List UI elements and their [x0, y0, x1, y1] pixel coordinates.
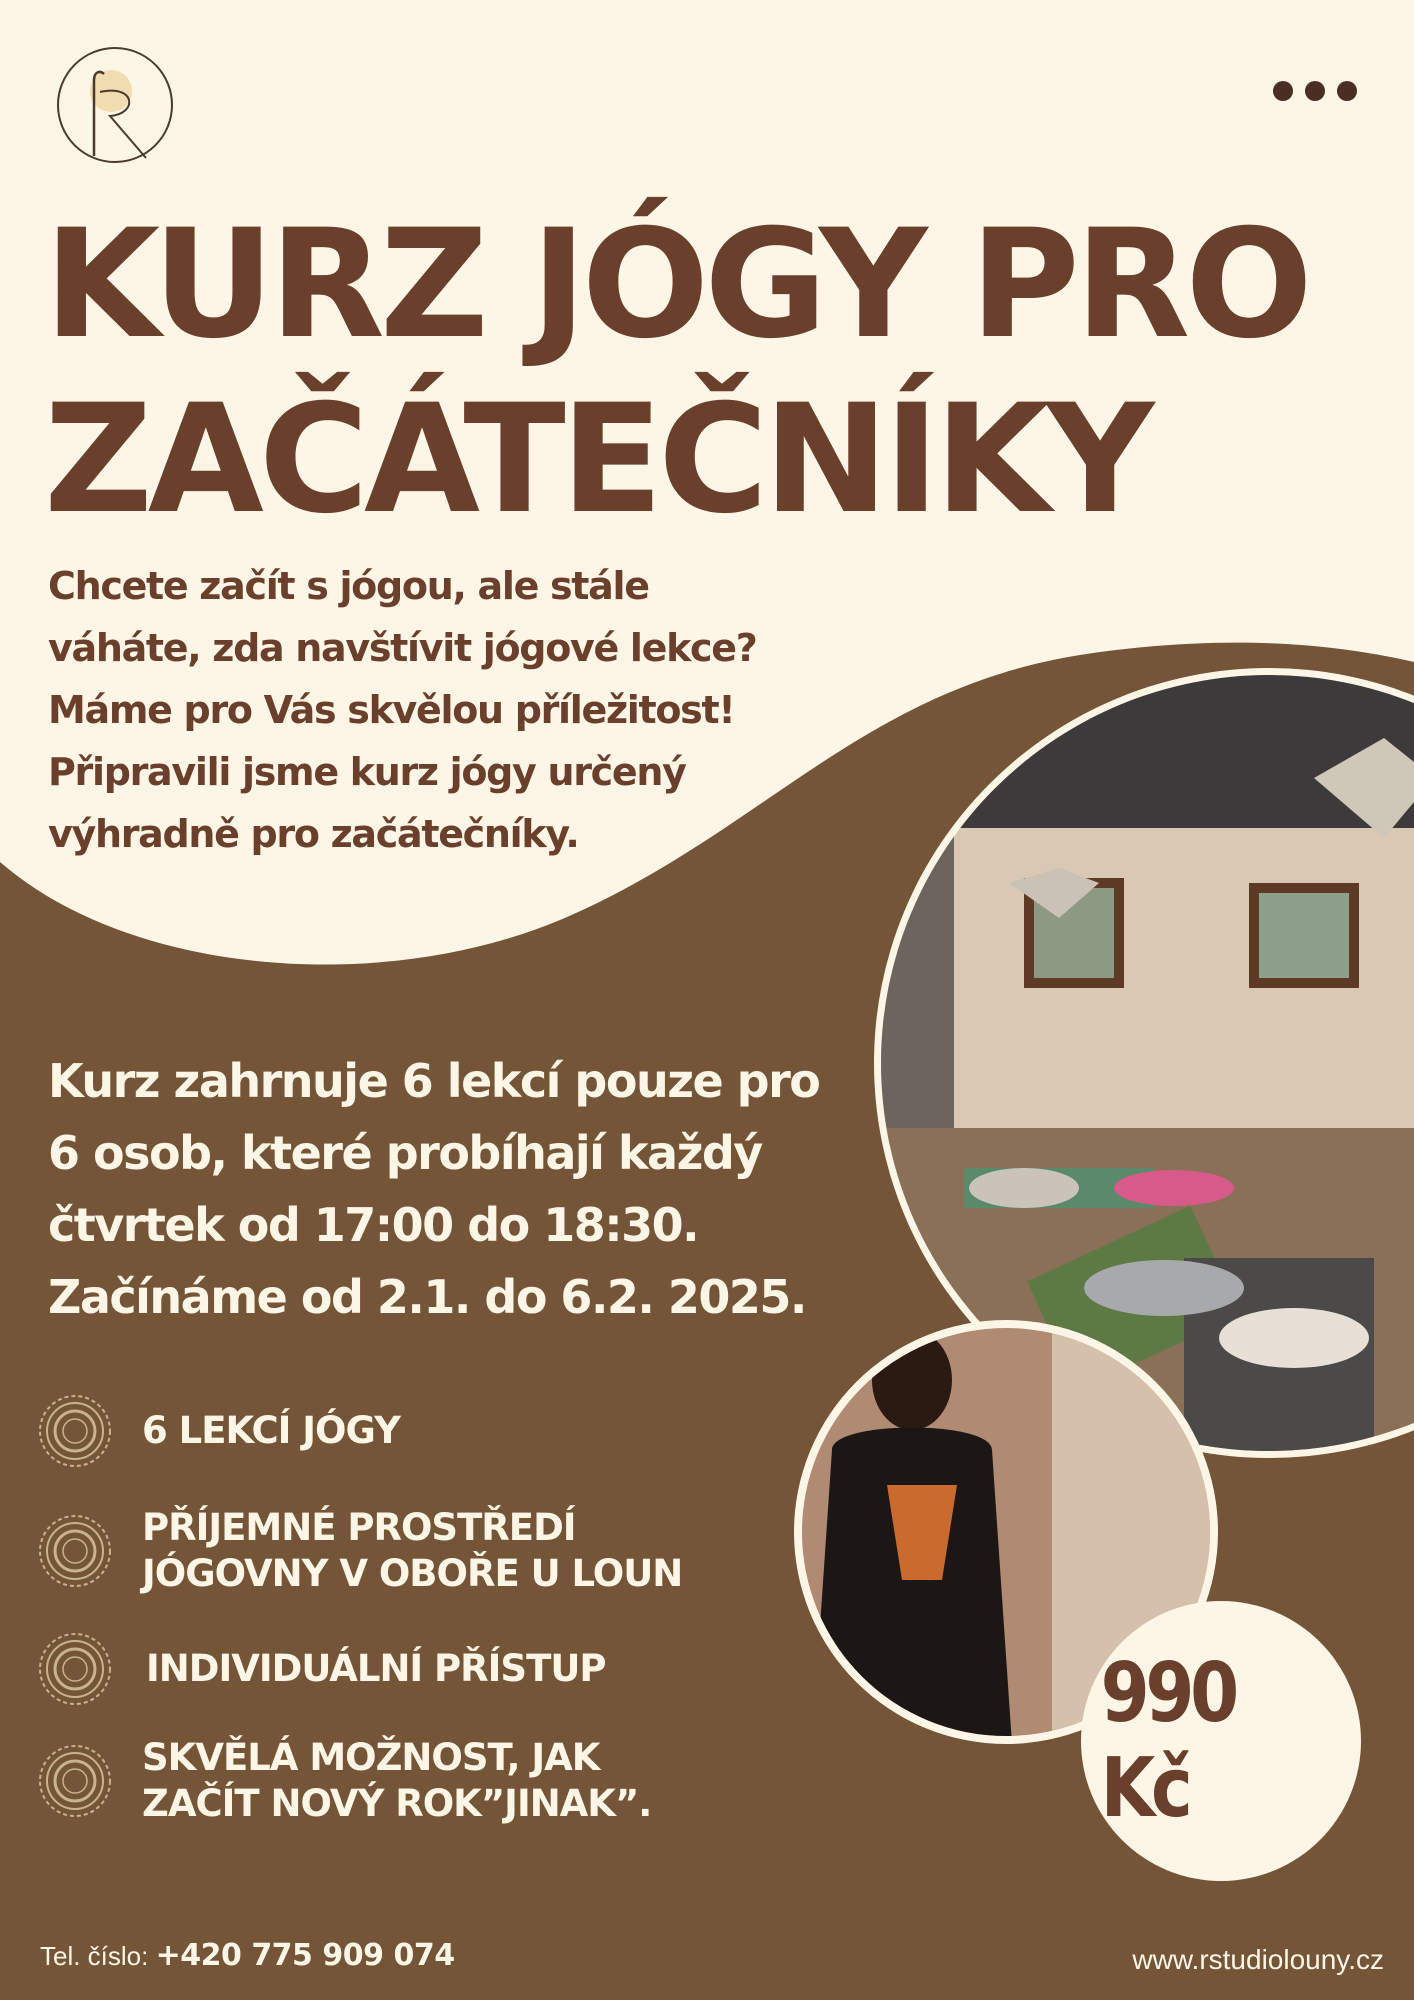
intro-line: Máme pro Vás skvělou příležitost!	[48, 688, 735, 732]
feature-item	[142, 1408, 862, 1454]
intro-line: váháte, zda navštívit jógové lekce?	[48, 626, 757, 670]
mandala-icon	[36, 1742, 114, 1820]
feature-item	[142, 1735, 862, 1827]
feature-item	[142, 1505, 862, 1597]
course-details	[48, 1045, 908, 1333]
page-title-line-1: KURZ JÓGY PRO	[44, 198, 1308, 372]
feature-line: INDIVIDUÁLNÍ PŘÍSTUP	[146, 1647, 606, 1690]
price-value: 990 Kč	[1100, 1646, 1235, 1836]
feature-line: SKVĚLÁ MOŽNOST, JAK	[142, 1736, 600, 1779]
intro-line: Chcete začít s jógou, ale stále	[48, 564, 649, 608]
website-link[interactable]: www.rstudiolouny.cz	[1132, 1944, 1384, 1975]
course-line: čtvrtek od 17:00 do 18:30.	[48, 1198, 699, 1252]
feature-line: JÓGOVNY V OBOŘE U LOUN	[142, 1552, 683, 1595]
page-title-line-2: ZAČÁTEČNÍKY	[44, 373, 1150, 547]
more-dots-icon[interactable]	[1270, 80, 1360, 102]
course-line: Začínáme od 2.1. do 6.2. 2025.	[48, 1270, 806, 1324]
phone-label: Tel. číslo:	[40, 1941, 149, 1971]
feature-item	[146, 1646, 866, 1692]
footer-contact	[40, 1938, 455, 1973]
intro-line: výhradně pro začátečníky.	[48, 812, 579, 856]
phone-number[interactable]: +420 775 909 074	[155, 1938, 455, 1973]
intro-text	[48, 555, 868, 865]
price-badge	[1081, 1601, 1361, 1881]
mandala-icon	[36, 1512, 114, 1590]
r-studio-logo	[54, 44, 176, 166]
course-line: 6 osob, které probíhají každý	[48, 1126, 762, 1180]
mandala-icon	[36, 1630, 114, 1708]
course-line: Kurz zahrnuje 6 lekcí pouze pro	[48, 1054, 820, 1108]
mandala-icon	[36, 1392, 114, 1470]
feature-line: 6 LEKCÍ JÓGY	[142, 1409, 400, 1452]
feature-line: ZAČÍT NOVÝ ROK”JINAK”.	[142, 1782, 652, 1825]
feature-line: PŘÍJEMNÉ PROSTŘEDÍ	[142, 1506, 576, 1549]
intro-line: Připravili jsme kurz jógy určený	[48, 750, 686, 794]
